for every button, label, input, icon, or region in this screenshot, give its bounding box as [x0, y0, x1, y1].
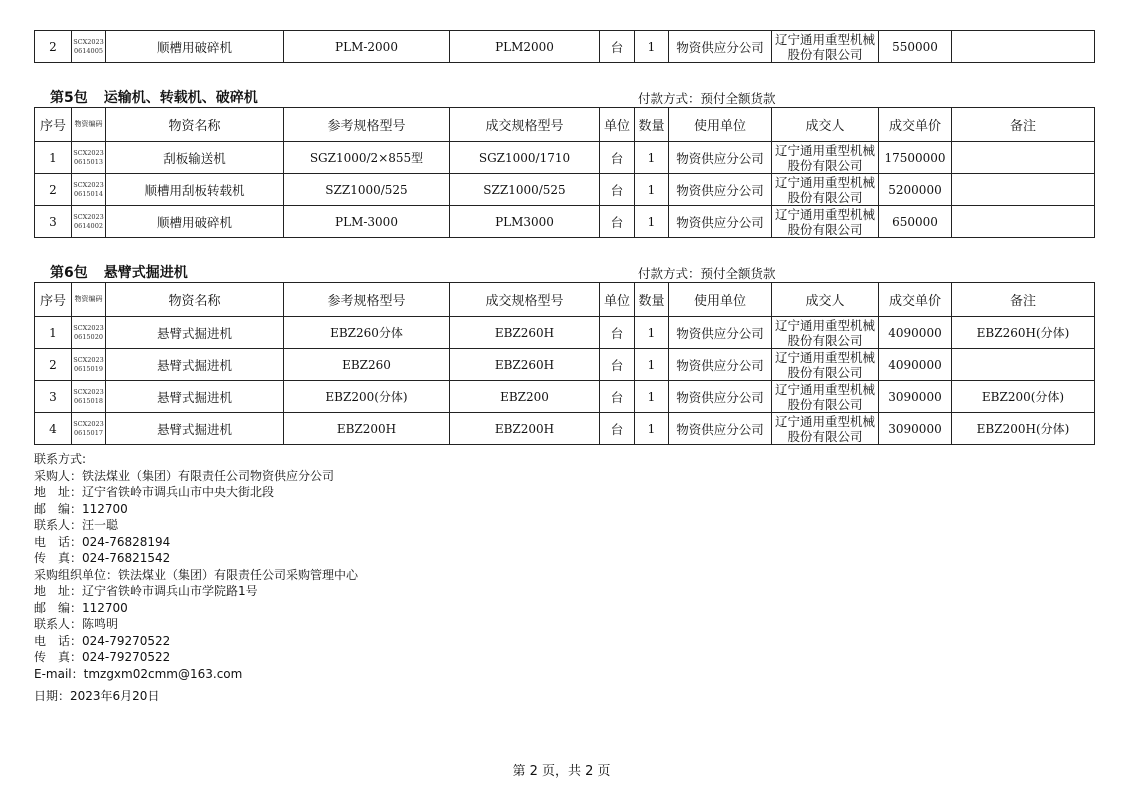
note-cell — [952, 174, 1095, 206]
contact-line: 电 话：024-76828194 — [34, 534, 171, 549]
header-deal-model: 成交规格型号 — [450, 108, 600, 142]
contact-line: 邮 编：112700 — [34, 501, 128, 516]
contact-line: 传 真：024-79270522 — [34, 650, 171, 664]
qty-cell: 1 — [635, 381, 669, 413]
document-date: 日期：2023年6月20日 — [34, 689, 160, 703]
unit-cell: 台 — [600, 317, 635, 349]
deal-model-cell: EBZ200 — [450, 381, 600, 413]
price-cell: 5200000 — [879, 174, 952, 206]
header-seq: 序号 — [35, 283, 72, 317]
top-continuation-table — [34, 30, 1095, 63]
price-cell: 550000 — [879, 31, 952, 63]
vendor-cell: 辽宁通用重型机械股份有限公司 — [772, 142, 879, 174]
contact-info — [34, 451, 1094, 705]
ref-model-cell: SZZ1000/525 — [284, 174, 450, 206]
qty-cell: 1 — [635, 317, 669, 349]
deal-model-cell: EBZ200H — [450, 413, 600, 445]
name-cell: 顺槽用破碎机 — [106, 206, 284, 238]
table-header-row — [35, 108, 1095, 142]
seq-cell: 2 — [35, 349, 72, 381]
ref-model-cell: EBZ260分体 — [284, 317, 450, 349]
contact-line: 联系人：汪一聪 — [34, 518, 119, 532]
price-cell: 4090000 — [879, 349, 952, 381]
ref-model-cell: SGZ1000/2×855型 — [284, 142, 450, 174]
unit-cell: 台 — [600, 413, 635, 445]
note-cell — [952, 206, 1095, 238]
header-price: 成交单价 — [879, 283, 952, 317]
seq-cell: 3 — [35, 206, 72, 238]
deal-model-cell: EBZ260H — [450, 317, 600, 349]
deal-model-cell: SZZ1000/525 — [450, 174, 600, 206]
note-cell: EBZ260H(分体) — [952, 317, 1095, 349]
vendor-cell: 辽宁通用重型机械股份有限公司 — [772, 206, 879, 238]
name-cell: 顺槽用刮板转载机 — [106, 174, 284, 206]
note-cell — [952, 31, 1095, 63]
unit-cell: 台 — [600, 142, 635, 174]
vendor-cell: 辽宁通用重型机械股份有限公司 — [772, 381, 879, 413]
table-row — [35, 174, 1095, 206]
header-unit: 单位 — [600, 283, 635, 317]
header-ref-model: 参考规格型号 — [284, 283, 450, 317]
seq-cell: 1 — [35, 317, 72, 349]
unit-cell: 台 — [600, 381, 635, 413]
unit-cell: 台 — [600, 349, 635, 381]
package-label: 第5包 — [50, 90, 88, 106]
price-cell: 17500000 — [879, 142, 952, 174]
ref-model-cell: EBZ260 — [284, 349, 450, 381]
seq-cell: 1 — [35, 142, 72, 174]
table-row — [35, 206, 1095, 238]
header-unit: 单位 — [600, 108, 635, 142]
header-price: 成交单价 — [879, 108, 952, 142]
unit-cell: 台 — [600, 31, 635, 63]
header-user: 使用单位 — [669, 108, 772, 142]
name-cell: 悬臂式掘进机 — [106, 381, 284, 413]
header-vendor: 成交人 — [772, 283, 879, 317]
package-title — [50, 262, 188, 282]
table-row — [35, 381, 1095, 413]
code-cell: SCX2023 0615013 — [72, 142, 106, 174]
code-cell: SCX2023 0615019 — [72, 349, 106, 381]
price-cell: 4090000 — [879, 317, 952, 349]
seq-cell: 2 — [35, 174, 72, 206]
qty-cell: 1 — [635, 206, 669, 238]
header-seq: 序号 — [35, 108, 72, 142]
seq-cell: 2 — [35, 31, 72, 63]
page-footer: 第 2 页，共 2 页 — [512, 764, 611, 779]
contact-line: 传 真：024-76821542 — [34, 551, 171, 565]
ref-model-cell: PLM-2000 — [284, 31, 450, 63]
payment-terms: 付款方式：预付全额货款 — [638, 266, 776, 281]
package-name: 运输机、转载机、破碎机 — [103, 90, 258, 106]
contact-line: 采购人：铁法煤业（集团）有限责任公司物资供应分公司 — [34, 468, 335, 483]
user-cell: 物资供应分公司 — [669, 142, 772, 174]
contact-line: 采购组织单位：铁法煤业（集团）有限责任公司采购管理中心 — [34, 567, 359, 582]
table-header-row — [35, 283, 1095, 317]
code-cell: SCX2023 0615014 — [72, 174, 106, 206]
user-cell: 物资供应分公司 — [669, 206, 772, 238]
code-cell: SCX2023 0614002 — [72, 206, 106, 238]
package-5-heading — [34, 85, 1094, 107]
package-title — [50, 87, 258, 107]
package-6-table — [34, 282, 1095, 445]
contact-line: 邮 编：112700 — [34, 600, 128, 615]
header-vendor: 成交人 — [772, 108, 879, 142]
note-cell: EBZ200(分体) — [952, 381, 1095, 413]
name-cell: 悬臂式掘进机 — [106, 317, 284, 349]
header-qty: 数量 — [635, 283, 669, 317]
ref-model-cell: EBZ200(分体) — [284, 381, 450, 413]
name-cell: 悬臂式掘进机 — [106, 413, 284, 445]
price-cell: 3090000 — [879, 413, 952, 445]
package-name: 悬臂式掘进机 — [103, 265, 188, 281]
user-cell: 物资供应分公司 — [669, 349, 772, 381]
note-cell — [952, 349, 1095, 381]
contact-line: 电 话：024-79270522 — [34, 633, 171, 648]
contact-line: 联系人：陈鸣明 — [34, 617, 119, 631]
package-label: 第6包 — [50, 265, 88, 281]
ref-model-cell: PLM-3000 — [284, 206, 450, 238]
code-cell: SCX2023 0615020 — [72, 317, 106, 349]
package-5-table — [34, 107, 1095, 238]
note-cell — [952, 142, 1095, 174]
vendor-cell: 辽宁通用重型机械股份有限公司 — [772, 31, 879, 63]
user-cell: 物资供应分公司 — [669, 317, 772, 349]
user-cell: 物资供应分公司 — [669, 381, 772, 413]
deal-model-cell: PLM3000 — [450, 206, 600, 238]
contact-email: E-mail：tmzgxm02cmm@163.com — [34, 666, 243, 681]
vendor-cell: 辽宁通用重型机械股份有限公司 — [772, 413, 879, 445]
name-cell: 悬臂式掘进机 — [106, 349, 284, 381]
price-cell: 3090000 — [879, 381, 952, 413]
contact-heading: 联系方式: — [34, 452, 87, 466]
user-cell: 物资供应分公司 — [669, 413, 772, 445]
code-cell: SCX2023 0615017 — [72, 413, 106, 445]
header-qty: 数量 — [635, 108, 669, 142]
name-cell: 顺槽用破碎机 — [106, 31, 284, 63]
unit-cell: 台 — [600, 174, 635, 206]
user-cell: 物资供应分公司 — [669, 174, 772, 206]
qty-cell: 1 — [635, 413, 669, 445]
header-code: 物资编码 — [72, 108, 106, 142]
code-cell: SCX2023 0615018 — [72, 381, 106, 413]
vendor-cell: 辽宁通用重型机械股份有限公司 — [772, 174, 879, 206]
header-deal-model: 成交规格型号 — [450, 283, 600, 317]
seq-cell: 4 — [35, 413, 72, 445]
name-cell: 刮板输送机 — [106, 142, 284, 174]
code-cell: SCX2023 0614005 — [72, 31, 106, 63]
vendor-cell: 辽宁通用重型机械股份有限公司 — [772, 317, 879, 349]
table-row — [35, 31, 1095, 63]
table-row — [35, 317, 1095, 349]
header-user: 使用单位 — [669, 283, 772, 317]
contact-line: 地 址：辽宁省铁岭市调兵山市中央大街北段 — [34, 485, 275, 499]
unit-cell: 台 — [600, 206, 635, 238]
ref-model-cell: EBZ200H — [284, 413, 450, 445]
price-cell: 650000 — [879, 206, 952, 238]
deal-model-cell: EBZ260H — [450, 349, 600, 381]
qty-cell: 1 — [635, 31, 669, 63]
deal-model-cell: SGZ1000/1710 — [450, 142, 600, 174]
table-row — [35, 413, 1095, 445]
qty-cell: 1 — [635, 142, 669, 174]
user-cell: 物资供应分公司 — [669, 31, 772, 63]
header-name: 物资名称 — [106, 108, 284, 142]
qty-cell: 1 — [635, 174, 669, 206]
contact-line: 地 址：辽宁省铁岭市调兵山市学院路1号 — [34, 584, 258, 598]
header-code: 物资编码 — [72, 283, 106, 317]
document-sheet — [34, 30, 1094, 705]
seq-cell: 3 — [35, 381, 72, 413]
qty-cell: 1 — [635, 349, 669, 381]
table-row — [35, 349, 1095, 381]
note-cell: EBZ200H(分体) — [952, 413, 1095, 445]
header-note: 备注 — [952, 108, 1095, 142]
header-name: 物资名称 — [106, 283, 284, 317]
header-ref-model: 参考规格型号 — [284, 108, 450, 142]
header-note: 备注 — [952, 283, 1095, 317]
payment-terms: 付款方式：预付全额货款 — [638, 91, 776, 106]
package-6-heading — [34, 260, 1094, 282]
deal-model-cell: PLM2000 — [450, 31, 600, 63]
table-row — [35, 142, 1095, 174]
vendor-cell: 辽宁通用重型机械股份有限公司 — [772, 349, 879, 381]
